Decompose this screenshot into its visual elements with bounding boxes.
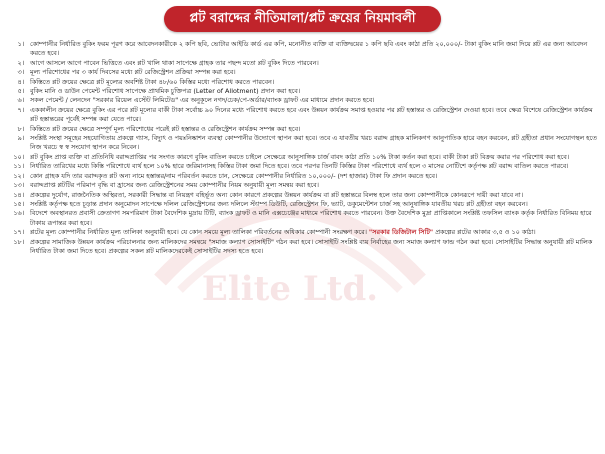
rule-item	[8, 125, 598, 134]
rule-item	[8, 78, 598, 87]
watermark-text: Elite Ltd.	[201, 269, 379, 309]
rule-text	[30, 209, 598, 228]
rules-list	[8, 40, 598, 450]
rule-number: ৪।	[17, 77, 24, 86]
rule-number: ১৫।	[13, 199, 24, 208]
rule-item	[8, 191, 598, 200]
rule-text-main: নির্ধারিত তারিখের মধ্যে কিস্তি পরিশোধে ব্যর্থ হলে ১০% হারে জরিমানাসহ কিস্তির টাকা জমা দিতে হবে। তবে পরপর তিনটি কিস্তির টাকা পরিশোধে ব্যর্থ হলে ৩ মাসের নোটিশে কর্তৃপক্ষ প্লট বরাদ্দ বাতিল করতে পারবে।	[30, 162, 569, 171]
rule-number: ১০।	[13, 152, 24, 161]
rule-item	[8, 162, 598, 171]
rule-item	[8, 238, 598, 257]
rule-text-main: কিস্তিতে প্লট ক্রয়ের ক্ষেত্রে সম্পূর্ণ মূল্য পরিশোধের পরেই প্লট হস্তান্তর ও রেজিস্ট্রেশন কার্যক্রম সম্পন্ন করা হবে।	[30, 124, 301, 133]
rule-text	[30, 96, 598, 105]
rule-text	[30, 40, 598, 59]
rule-text-main: বুকিং মানি ও ডাউন পেমেন্ট পরিশোধ সাপেক্ষে প্রাথমিক চুক্তিপত্র (Letter of Allotment) প্রদান করা হবে।	[30, 87, 301, 96]
rule-number: ২।	[17, 58, 24, 67]
rule-text-main: কোম্পানীর নির্ধারিত বুকিং ফরম পূরণ করে আবেদনকারীকে ২ কপি ছবি, ভোটার আইডি কার্ড এর কপি, মনোনীত ব্যক্তি বা ব্যক্তিদ্বয়ের ১ কপি ছবি এবং কাঠা প্রতি ২০,০০০/- টাকা বুকিং মানি জমা দিয়ে প্লট এর জন্য আবেদন করতে হবে।	[30, 40, 588, 58]
title-bar	[0, 6, 605, 36]
rule-text-main: প্লট বুকিং প্রাপ্ত ব্যক্তি বা প্রতিনিধি বরাদ্দপ্রাপ্তির পর সংগত কারণে বুকিং বাতিল করতে চাইলে সেক্ষেত্রে আনুসাঙ্গিক চার্জ বাবদ কাঠা প্রতি ১০% টাকা কর্তন করা হবে। বাকী টাকা প্লট বিক্রয় করার পর পরিশোধ করা হবে।	[30, 152, 570, 161]
rule-number: ১১।	[13, 162, 24, 171]
rule-text	[30, 59, 598, 68]
rule-text	[30, 78, 598, 87]
rule-text-main: বিদেশে অবস্থানরত প্রবাসী ক্রেতাগণ সমপরিমাণ টাকা বৈদেশিক মুদ্রায় টিটি, ব্যাংক ড্রাফট ও মানি এক্সচেঞ্জের মাধ্যমে পরিশোধ করতে পারবেন। উক্ত বৈদেশিক মুদ্রা প্রাপ্তিকালে সংশ্লিষ্ট তফসিল ব্যাংক কর্তৃক নির্ধারিত বিনিময় হারে টাকায় রূপান্তর করা হবে।	[30, 209, 592, 227]
rule-text	[30, 162, 598, 171]
rule-item	[8, 40, 598, 59]
rule-text	[30, 68, 598, 77]
rule-text	[30, 172, 598, 181]
rule-number: ১৪।	[13, 190, 24, 199]
rule-number: ৯।	[17, 134, 24, 143]
rule-text-main: প্রকল্পের সামাজিক উন্নয়ন কার্যক্রম পরিচালনার জন্য মালিকদের সমন্বয়ে "সমাজ কল্যাণ সোসাইটি" গঠন করা হবে। সোসাইটি সংশ্লিষ্ট ব্যয় নির্বাহের জন্য সমাজ কল্যাণ ফান্ড গঠন করা হবে। সোসাইটির সিদ্ধান্ত অনুযায়ী প্লট মালিক নির্ধারিত টাকা জমা দিতে হবে। প্রকল্পের সকল প্লট মালিকদেরকেই সোসাইটির সদস্য হতে হবে।	[30, 237, 593, 255]
rule-item	[8, 200, 598, 209]
rule-text-main: এককালীন ক্রয়ের ক্ষেত্রে বুকিং এর পরে প্লট মূল্যের বাকী টাকা সর্বোচ্চ ৯০ দিনের মধ্যে পরিশোধ করতে হবে এবং উন্নয়ন কার্যক্রম সমাপ্ত হওয়ার পর প্লট হস্তান্তর ও রেজিস্ট্রেশন দেওয়া হবে। তবে ক্ষেত্র বিশেষে রেজিস্ট্রেশন কার্যক্রম প্লট হস্তান্তরের পূর্বেই সম্পন্ন করা যেতে পারে।	[30, 105, 593, 124]
rule-text-main: সংশ্লিষ্ট কর্তৃপক্ষ হতে চূড়ান্ত প্রদান অনুমোদন সাপেক্ষে দলিল রেজিস্ট্রেশনের জন্য দলিলে স্ট্যাম্প ডিউটি, রেজিস্ট্রেশন ফি, ভ্যাট, ডকুমেন্টেশন চার্জ সহ আনুষাঙ্গিক যাবতীয় খরচ প্লট গ্রহীতা বহন করবেন।	[30, 199, 528, 208]
rule-text	[30, 200, 598, 209]
rule-number: ৮।	[17, 124, 24, 133]
rule-text-main: সকল পেমেন্ট / লেনদেন "সরকার রিয়েল এস্টেট লিমিটেড" এর অনুকূলে নগদ/চেক/পে-অর্ডার/ব্যাংক ড্রাফট এর মাধ্যমে প্রদান করতে হবে।	[30, 96, 375, 105]
rule-number: ৫।	[17, 87, 24, 96]
rule-text	[30, 228, 598, 237]
rule-item	[8, 87, 598, 96]
rule-item	[8, 59, 598, 68]
rule-text	[30, 134, 598, 153]
rule-text-main: কোন গ্রাহক যদি তার বরাদ্দকৃত প্লট অন্য নামে হস্তান্তর/নাম পরিবর্তন করতে চান, সেক্ষেত্রে কোম্পানীর নির্ধারিত ১০,০০০/- (দশ হাজার) টাকা ফি প্রদান করতে হবে।	[30, 171, 438, 180]
rule-item	[8, 68, 598, 77]
rule-number: ৬।	[17, 96, 24, 105]
rule-item	[8, 106, 598, 125]
rule-item	[8, 181, 598, 190]
rule-text-main: আগে আসলে আগে পাবেন ভিত্তিতে এবং প্লট খালি থাকা সাপেক্ষে গ্রাহক তার পছন্দ মতো প্লট বুকিং দিতে পারবেন।	[30, 58, 319, 67]
rule-number: ১।	[17, 40, 24, 48]
rule-number: ১৭।	[13, 228, 24, 237]
rule-text-main: প্রকল্পের দুর্যোগ, রাজনৈতিক অস্থিরতা, সরকারী সিদ্ধান্ত বা নিয়ন্ত্রণ বহির্ভূত অন্য কোন কারণে প্রকল্পের উন্নয়ন কার্যক্রম বা প্লট হস্তান্তরে বিলম্ব হলে তার জন্য কোম্পানীকে কোনরূপে দায়ী করা যাবে না।	[30, 190, 523, 199]
rule-text	[30, 181, 598, 190]
rule-item	[8, 172, 598, 181]
rule-item	[8, 209, 598, 228]
rule-text	[30, 191, 598, 200]
rule-number: ১৩।	[13, 181, 24, 190]
rule-text-main: বরাদ্দপ্রাপ্ত প্লটটির পরিমাপ বৃদ্ধি বা হ্রাসের জন্য রেজিস্ট্রেশনের সময় কোম্পানীর নিয়ম অনুযায়ী মূল্য সমন্বয় করা হবে।	[30, 181, 319, 190]
rule-item	[8, 134, 598, 153]
page-title: প্লট বরাদ্দের নীতিমালা/প্লট ক্রয়ের নিয়মাবলী	[164, 6, 442, 32]
rule-number: ১৮।	[13, 237, 24, 246]
rule-text-main: সংশ্লিষ্ট সংস্থা সমূহের সহযোগিতায় প্রকল্পে গ্যাস, বিদ্যুৎ ও পয়ঃনিষ্কাশন ব্যবস্থা কোম্পানীর উদ্যোগে স্থাপন করা হবে। তবে এ যাবতীয় খরচ বরাদ্দ গ্রাহক মালিকগণ আনুপাতিক হারে বহন করবেন, প্লট গ্রহীতা প্রধান সংযোগস্থল হতে নিজ খরচে স্ব স্ব সংযোগ স্থাপন করে নিবেন।	[30, 134, 597, 152]
rule-number: ১৬।	[13, 209, 24, 218]
rule-text-after: প্রকল্পের প্লটের আকার ৩,৫ ও ১০ কাঠা।	[433, 228, 536, 237]
rule-text-main: প্লটের মূল্য কোম্পানীর নির্ধারিত মূল্য তালিকা অনুযায়ী হবে। যে কোন সময়ে মূল্য তালিকা পরিবর্তনের অধিকার কোম্পানী সংরক্ষণ করে।	[30, 228, 369, 237]
rule-number: ৩।	[17, 68, 24, 77]
rule-text	[30, 125, 598, 134]
rule-text-main: কিস্তিতে প্লট ক্রয়ের ক্ষেত্রে প্লট মূল্যের অবশিষ্ট টাকা ৪৮/৬০ কিস্তির মধ্যে পরিশোধ করতে পারবেন।	[30, 77, 275, 86]
project-name-highlight: "সরকার ডিজিটাল সিটি"	[368, 228, 434, 237]
rule-item	[8, 228, 598, 237]
rule-item	[8, 96, 598, 105]
rule-text	[30, 87, 598, 96]
rule-text	[30, 238, 598, 257]
rule-number: ৭।	[17, 105, 24, 114]
rule-number: ১২।	[13, 171, 24, 180]
rule-text-main: মূল্য পরিশোধের পর ৩ কার্য দিবসের মধ্যে প্লট রেজিস্ট্রেশন প্রক্রিয়া সম্পন্ন করা হবে।	[30, 68, 236, 77]
rule-text	[30, 153, 598, 162]
rule-item	[8, 153, 598, 162]
rule-text	[30, 106, 598, 125]
